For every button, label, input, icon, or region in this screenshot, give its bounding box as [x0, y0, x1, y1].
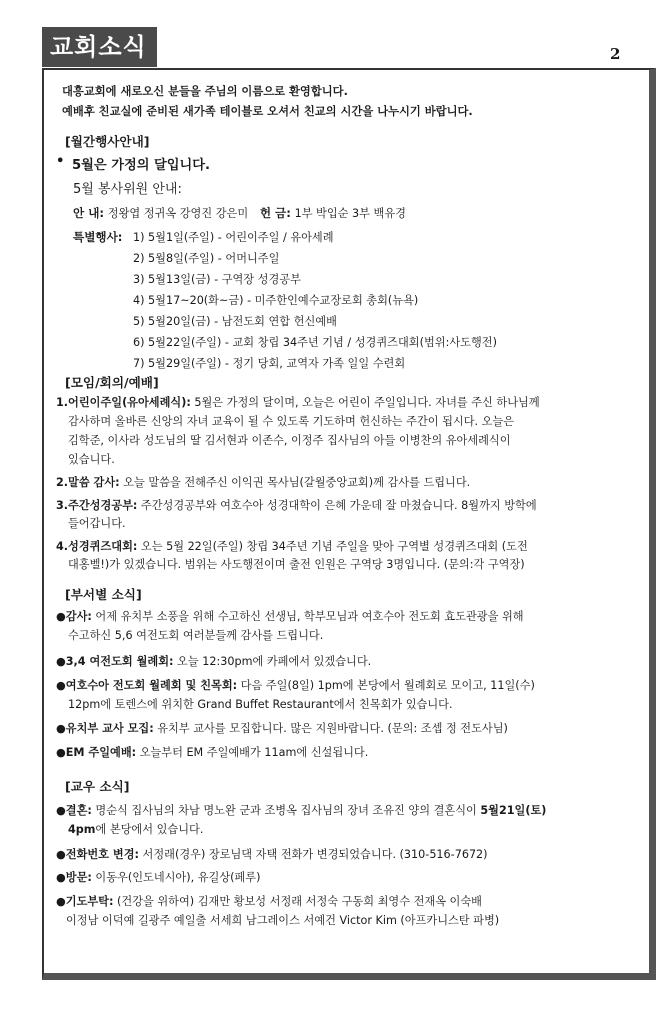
dept-item-3	[56, 677, 535, 693]
member-item-4-line-2: 이정남 이덕예 길광주 예일출 서세희 남그레이스 서예건 Victor Kim (아프카니스탄 파병)	[66, 914, 500, 927]
guide-row	[73, 205, 406, 221]
meeting-item-3-line-2: 들어갑니다.	[68, 517, 126, 530]
member-item-4	[56, 893, 482, 909]
dept-label: ●여호수아 전도회 월례회 및 친목회:	[56, 679, 238, 692]
event-item: 5) 5월20일(금) - 남전도회 연합 헌신예배	[133, 315, 337, 328]
meetings-heading: [모임/회의/예배]	[65, 375, 159, 390]
member-item-1-line-2	[68, 821, 203, 837]
event-item: 6) 5월22일(주일) - 교회 창립 34주년 기념 / 성경퀴즈대회(범위:사도행전)	[133, 336, 497, 349]
meeting-label: 3.주간성경공부:	[56, 499, 138, 512]
dept-label: ●감사:	[56, 610, 92, 623]
meeting-item-3	[56, 497, 537, 513]
event-item: 4) 5월17~20(화~금) - 미주한인예수교장로회 총회(뉴욕)	[133, 294, 419, 307]
meeting-text: 5월은 가정의 달이며, 오늘은 어린이 주일입니다. 자녀를 주신 하나님께	[190, 396, 540, 409]
servants-title: 5월 봉사위원 안내:	[73, 182, 182, 197]
dept-label: ●유치부 교사 모집:	[56, 722, 154, 735]
dept-text: 오늘 12:30pm에 카페에서 있겠습니다.	[173, 655, 372, 668]
dept-text: 유치부 교사를 모집합니다. 많은 지원바랍니다. (문의: 조셉 정 전도사님)	[153, 722, 508, 735]
page-number: 2	[610, 45, 621, 63]
event-item: 2) 5월8일(주일) - 어머니주일	[133, 252, 280, 265]
wedding-time: 4pm	[68, 823, 96, 836]
member-item-3	[56, 869, 260, 885]
dept-text: 다음 주일(8일) 1pm에 본당에서 월례회로 모이고, 11일(수)	[237, 679, 535, 692]
monthly-heading: [월간행사안내]	[65, 134, 150, 149]
meeting-label: 4.성경퀴즈대회:	[56, 540, 138, 553]
meeting-item-1-line-4: 있습니다.	[68, 453, 115, 466]
member-label: ●기도부탁:	[56, 895, 114, 908]
special-label: 특별행사:	[73, 230, 123, 244]
member-text: 이동우(인도네시아), 유길상(페루)	[91, 871, 261, 884]
meeting-text: 주간성경공부와 여호수아 성경대학이 은혜 가운데 잘 마쳤습니다. 8월까지 방학에	[137, 499, 537, 512]
meeting-item-1-line-2: 감사하며 올바른 신앙의 자녀 교육이 될 수 있도록 기도하며 헌신하는 주간이 됩시다. 오늘은	[68, 415, 515, 428]
meeting-label: 2.말씀 감사:	[56, 476, 120, 489]
meeting-item-2	[56, 474, 470, 490]
meeting-label: 1.어린이주일(유아세례식):	[56, 396, 191, 409]
meeting-item-4	[56, 538, 528, 554]
offering-value: 1부 박입순 3부 백유경	[294, 207, 406, 220]
meeting-item-1	[56, 394, 540, 410]
offering-label: 헌 금:	[259, 206, 291, 220]
dept-item-3-line-2: 12pm에 토렌스에 위치한 Grand Buffet Restaurant에서 친목회가 있습니다.	[68, 698, 453, 711]
member-label: ●전화번호 변경:	[56, 848, 139, 861]
guide-label: 안 내:	[73, 206, 105, 220]
dept-label: ●EM 주일예배:	[56, 746, 137, 759]
dept-text: 어제 유치부 소풍을 위해 수고하신 선생님, 학부모님과 여호수아 전도회 효도관광을 위해	[91, 610, 524, 623]
member-item-2	[56, 846, 488, 862]
member-text: 서정래(경우) 장로님댁 자택 전화가 변경되었습니다. (310-516-7672)	[138, 848, 488, 861]
event-item: 3) 5월13일(금) - 구역장 성경공부	[133, 273, 301, 286]
meeting-text: 오늘 말씀을 전해주신 이익권 목사님(갈월중앙교회)께 감사를 드립니다.	[119, 476, 471, 489]
monthly-bullet: •	[56, 154, 65, 169]
section-title: 교회소식	[42, 27, 157, 67]
meeting-item-1-line-3: 김학준, 이사라 성도님의 딸 김서현과 이존수, 이정주 집사님의 아들 이병찬의 유아세례식이	[68, 434, 511, 447]
member-text: 명순식 집사님의 차남 명노완 군과 조병옥 집사님의 장녀 조유진 양의 결혼식이	[91, 804, 481, 817]
member-label: ●방문:	[56, 871, 92, 884]
meeting-item-4-line-2: 대홍벨!)가 있겠습니다. 범위는 사도행전이며 출전 인원은 구역당 3명입니다. (문의:각 구역장)	[68, 558, 525, 571]
dept-text: 오늘부터 EM 주일예배가 11am에 신설됩니다.	[136, 746, 369, 759]
members-heading: [교우 소식]	[65, 779, 130, 794]
intro-line-1: 대흥교회에 새로오신 분들을 주님의 이름으로 환영합니다.	[62, 85, 348, 98]
event-item: 1) 5월1일(주일) - 어린이주일 / 유아세례	[133, 231, 334, 244]
monthly-theme: 5월은 가정의 달입니다.	[72, 158, 211, 173]
wedding-date: 5월21일(토)	[480, 804, 547, 817]
intro-line-2: 예배후 친교실에 준비된 새가족 테이블로 오셔서 친교의 시간을 나누시기 바랍니다.	[62, 105, 473, 118]
member-text: 에 본당에서 있습니다.	[95, 823, 204, 836]
dept-item-4	[56, 720, 508, 736]
meeting-text: 오는 5월 22일(주일) 창립 34주년 기념 주일을 맞아 구역별 성경퀴즈대회 (도전	[137, 540, 528, 553]
member-item-1	[56, 802, 546, 818]
dept-item-2	[56, 653, 371, 669]
guide-value: 정왕엽 정귀옥 강영진 강은미	[107, 207, 249, 220]
departments-heading: [부서별 소식]	[65, 587, 142, 602]
member-text: (건강을 위하여) 김재만 황보성 서정래 서정숙 구동희 최영수 전재옥 이숙배	[113, 895, 482, 908]
dept-item-5	[56, 744, 368, 760]
dept-item-1-line-2: 수고하신 5,6 여전도회 여러분들께 감사를 드립니다.	[68, 629, 324, 642]
dept-item-1	[56, 608, 524, 624]
member-label: ●결혼:	[56, 804, 92, 817]
dept-label: ●3,4 여전도회 월례회:	[56, 655, 174, 668]
event-item: 7) 5월29일(주일) - 정기 당회, 교역자 가족 일일 수련회	[133, 357, 406, 370]
